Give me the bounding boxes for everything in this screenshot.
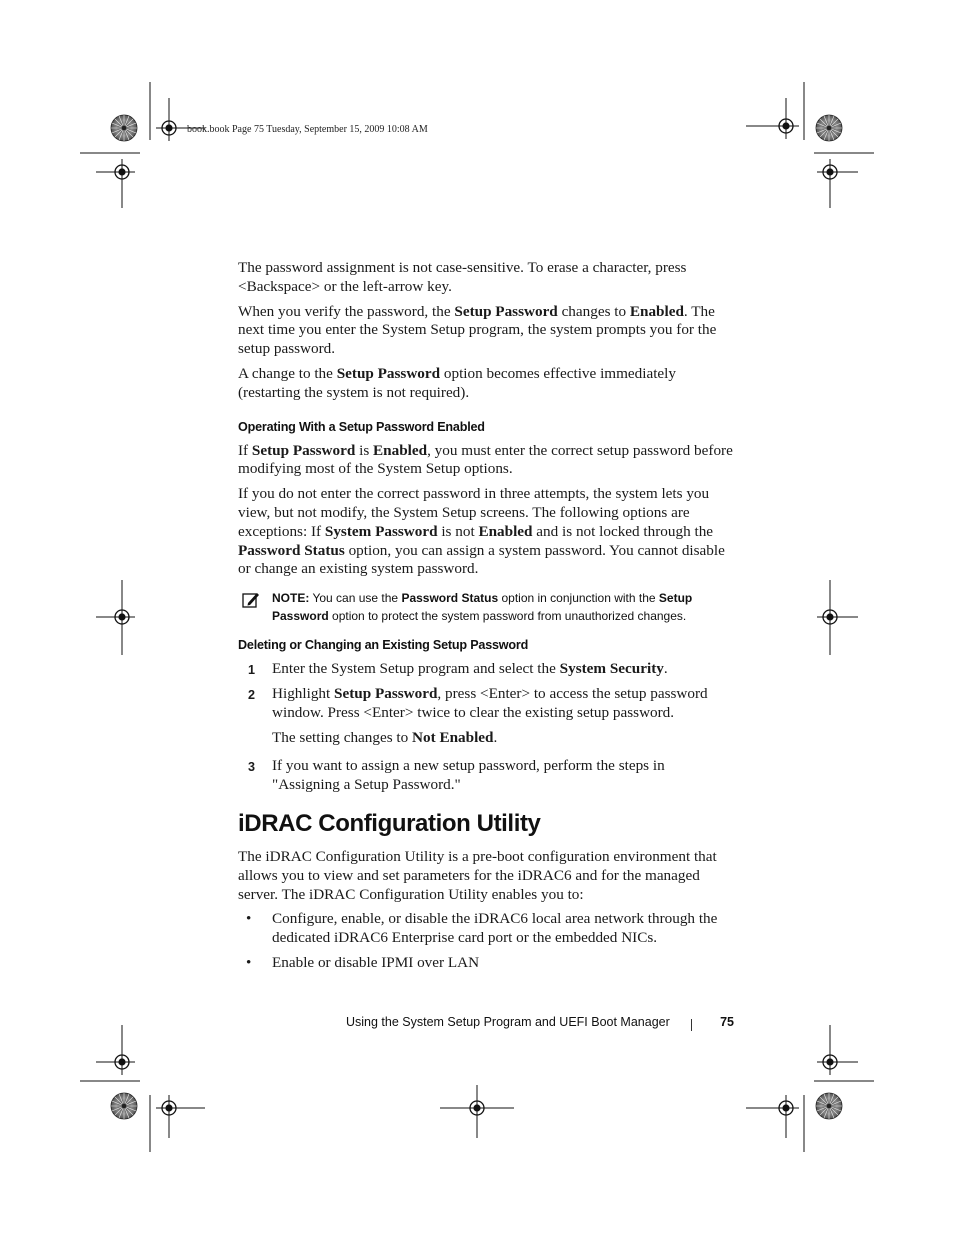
text-run: is — [355, 441, 374, 459]
bullet-item — [238, 910, 736, 948]
text-run: . The next time you enter the System Setup program, the system prompts you for the setup password. — [238, 302, 717, 358]
ui-term: Not Enabled — [412, 728, 494, 746]
footer-separator — [691, 1019, 692, 1031]
step-item — [238, 685, 736, 747]
text-run: . — [493, 728, 498, 746]
note-label: NOTE: — [272, 591, 310, 606]
ui-term: Setup Password — [334, 684, 438, 702]
note-text: You can use the — [309, 591, 402, 606]
step-item — [238, 757, 736, 795]
ui-term: Enabled — [373, 441, 428, 459]
text-run: . — [663, 660, 668, 678]
page-content — [238, 259, 736, 979]
text-run: , press <Enter> to access the setup password window. Press <Enter> twice to clear the existing setup password. — [272, 684, 708, 721]
footer-chapter-title: Using the System Setup Program and UEFI Boot Manager — [346, 1015, 670, 1029]
pencil-note-icon — [242, 591, 260, 609]
ui-term: Setup Password — [454, 302, 558, 320]
text-run: The setting changes to — [272, 728, 413, 746]
step-number: 3 — [248, 760, 256, 775]
text-run: and is not locked through the — [532, 522, 714, 540]
ui-term: System Security — [559, 660, 664, 678]
text-run: changes to — [557, 302, 630, 320]
note-callout — [238, 589, 736, 625]
note-ui-term: Password Status — [401, 591, 499, 606]
page-number: 75 — [720, 1015, 734, 1029]
ui-term: Password Status — [238, 541, 345, 559]
paragraph-change-effective — [238, 365, 736, 403]
step-number: 1 — [248, 663, 256, 678]
ui-term: Enabled — [478, 522, 533, 540]
text-run: If you do not enter the correct password in three attempts, the system lets you view, but not modify, the System Setup screens. The following options are exceptions: If — [238, 485, 710, 540]
bullet-dot: • — [246, 910, 252, 928]
ui-term: Setup Password — [251, 441, 356, 459]
bullet-item — [238, 954, 736, 973]
bullet-dot: • — [246, 953, 252, 971]
bullet-text: Configure, enable, or disable the iDRAC6 local area network through the dedicated iDRAC6 Enterprise card port or the embedded NICs. — [272, 910, 718, 947]
paragraph-case-sensitive: The password assignment is not case-sensitive. To erase a character, press <Backspace> or the left-arrow key. — [238, 259, 687, 295]
steps-list — [238, 660, 736, 795]
text-run: Enter the System Setup program and select the — [272, 660, 560, 678]
text-run: Highlight — [272, 684, 335, 702]
print-header-stamp: book.book Page 75 Tuesday, September 15, 2009 10:08 AM — [187, 124, 428, 135]
text-run: If — [238, 441, 252, 459]
step-number: 2 — [248, 687, 256, 702]
heading-idrac-configuration-utility: iDRAC Configuration Utility — [238, 809, 541, 837]
step-sub-paragraph — [272, 729, 736, 748]
note-ui-term: Setup Password — [272, 591, 693, 624]
text-run: If you want to assign a new setup password, perform the steps in "Assigning a Setup Password." — [272, 757, 665, 794]
paragraph-idrac-intro: The iDRAC Configuration Utility is a pre-boot configuration environment that allows you to view and set parameters for the iDRAC6 and for the managed server. The iDRAC Configuration Utility enables you to: — [238, 847, 717, 903]
note-text: option in conjunction with the — [498, 591, 659, 606]
heading-deleting-or-changing: Deleting or Changing an Existing Setup Password — [238, 638, 529, 653]
paragraph-three-attempts — [238, 485, 736, 579]
ui-term: Enabled — [629, 302, 684, 320]
note-text: option to protect the system password from unauthorized changes. — [328, 609, 687, 624]
bullet-text: Enable or disable IPMI over LAN — [272, 953, 480, 971]
text-run: option, you can assign a system password. You cannot disable or change an existing system password. — [238, 541, 725, 578]
text-run: A change to the — [238, 364, 337, 382]
paragraph-verify-password — [238, 303, 736, 359]
text-run: When you verify the password, the — [238, 302, 455, 320]
paragraph-setup-password-enabled — [238, 442, 736, 480]
text-run: is not — [437, 522, 479, 540]
step-item — [238, 660, 736, 679]
idrac-bullet-list — [238, 910, 736, 972]
heading-operating-with-setup-password: Operating With a Setup Password Enabled — [238, 419, 485, 434]
text-run: option becomes effective immediately (restarting the system is not required). — [238, 364, 676, 401]
text-run: , you must enter the correct setup password before modifying most of the System Setup options. — [238, 441, 733, 478]
ui-term: System Password — [324, 522, 438, 540]
ui-term: Setup Password — [336, 364, 441, 382]
